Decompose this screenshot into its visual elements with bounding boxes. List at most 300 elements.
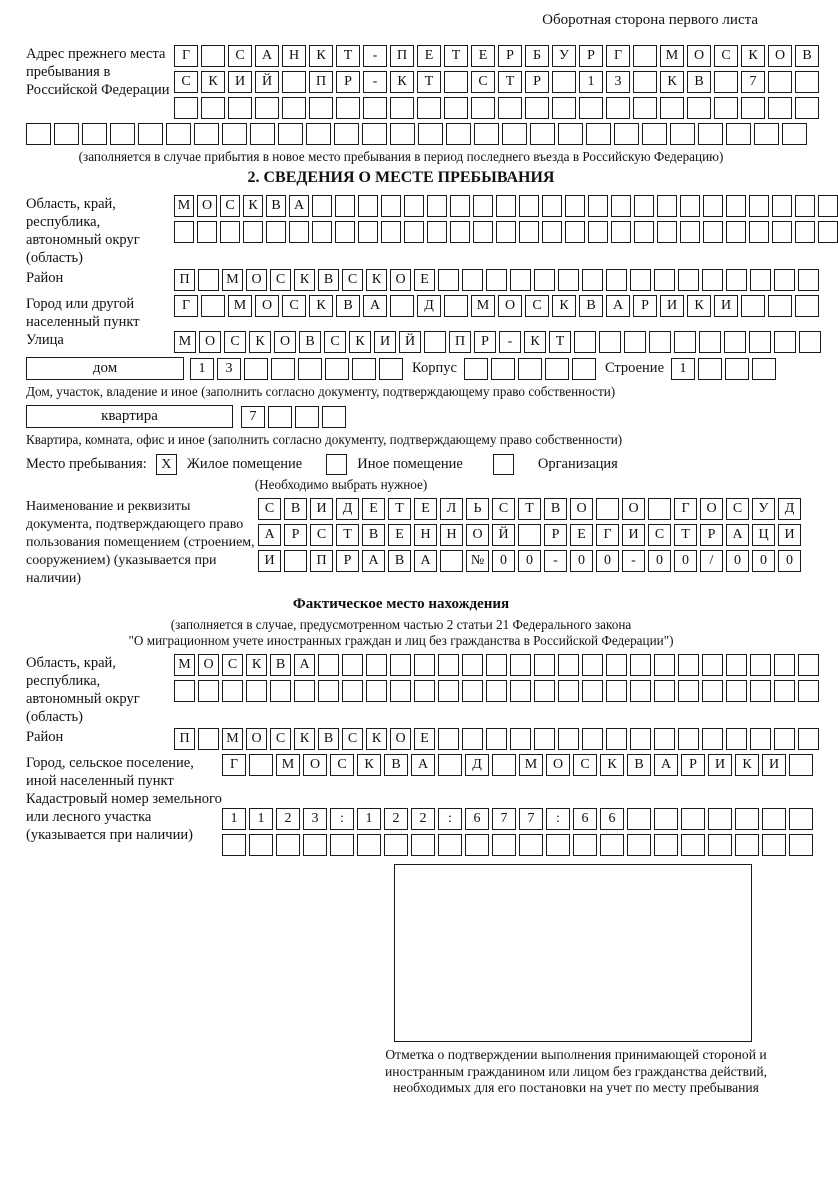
char-cell: К <box>246 654 267 676</box>
char-cell <box>498 97 522 119</box>
char-cell: 0 <box>726 550 749 572</box>
char-cell: : <box>438 808 462 830</box>
char-cell: 0 <box>570 550 593 572</box>
char-cell <box>726 195 746 217</box>
actual-location-note-1: (заполняется в случае, предусмотренном частью 2 статьи 21 Федерального закона <box>170 617 632 632</box>
option-other-premises-label: Иное помещение <box>357 456 463 472</box>
char-cell <box>530 123 555 145</box>
char-cell: С <box>228 45 252 67</box>
char-cell: Г <box>174 45 198 67</box>
char-cell <box>599 331 621 353</box>
char-cell: К <box>552 295 576 317</box>
prev-address-row-2 <box>174 71 819 93</box>
char-cell <box>726 221 746 243</box>
stroenie-cells <box>671 358 776 380</box>
char-cell: 1 <box>222 808 246 830</box>
char-cell <box>418 123 443 145</box>
city-block <box>26 295 776 331</box>
char-cell: Р <box>544 524 567 546</box>
char-cell <box>795 195 815 217</box>
char-cell <box>789 754 813 776</box>
char-cell <box>708 808 732 830</box>
char-cell <box>606 97 630 119</box>
char-cell: М <box>228 295 252 317</box>
char-cell <box>464 358 488 380</box>
char-cell <box>519 195 539 217</box>
char-cell <box>298 358 322 380</box>
char-cell: А <box>258 524 281 546</box>
char-cell: М <box>222 269 243 291</box>
cadastre-row-2 <box>222 834 813 856</box>
char-cell <box>749 195 769 217</box>
char-cell <box>708 834 732 856</box>
char-cell <box>444 295 468 317</box>
char-cell <box>358 195 378 217</box>
char-cell <box>799 331 821 353</box>
char-cell: И <box>228 71 252 93</box>
char-cell: / <box>700 550 723 572</box>
char-cell <box>611 195 631 217</box>
char-cell: Р <box>700 524 723 546</box>
char-cell: О <box>570 498 593 520</box>
char-cell: С <box>726 498 749 520</box>
char-cell <box>542 221 562 243</box>
char-cell: М <box>174 195 194 217</box>
char-cell <box>414 654 435 676</box>
char-cell: А <box>606 295 630 317</box>
char-cell: О <box>255 295 279 317</box>
char-cell: - <box>544 550 567 572</box>
char-cell <box>627 834 651 856</box>
char-cell: Е <box>414 728 435 750</box>
char-cell <box>586 123 611 145</box>
char-cell: 1 <box>579 71 603 93</box>
char-cell <box>473 221 493 243</box>
char-cell: В <box>362 524 385 546</box>
char-cell <box>404 221 424 243</box>
fact-raion-row <box>174 728 819 750</box>
char-cell <box>545 358 569 380</box>
char-cell <box>335 195 355 217</box>
char-cell: О <box>246 728 267 750</box>
checkbox-other-premises <box>326 454 347 475</box>
char-cell: И <box>714 295 738 317</box>
char-cell <box>714 71 738 93</box>
char-cell <box>303 834 327 856</box>
char-cell <box>471 97 495 119</box>
char-cell: О <box>768 45 792 67</box>
char-cell <box>702 269 723 291</box>
char-cell: Г <box>222 754 246 776</box>
char-cell: Т <box>549 331 571 353</box>
char-cell: А <box>414 550 437 572</box>
char-cell <box>654 728 675 750</box>
char-cell: 2 <box>276 808 300 830</box>
street-row <box>174 331 821 353</box>
char-cell: С <box>324 331 346 353</box>
char-cell: У <box>552 45 576 67</box>
char-cell: 0 <box>596 550 619 572</box>
char-cell: В <box>318 728 339 750</box>
char-cell <box>606 654 627 676</box>
char-cell <box>384 834 408 856</box>
char-cell <box>582 269 603 291</box>
char-cell <box>702 728 723 750</box>
raion-row <box>174 269 819 291</box>
char-cell: 6 <box>600 808 624 830</box>
char-cell: О <box>687 45 711 67</box>
char-cell <box>630 269 651 291</box>
house-box-label: дом <box>26 357 184 380</box>
char-cell <box>680 221 700 243</box>
prev-address-label: Адрес прежнего места пребывания в Российской Федерации <box>26 46 170 98</box>
oblast-label: Область, край, республика, автономный округ (область) <box>26 196 140 266</box>
char-cell: С <box>222 654 243 676</box>
char-cell: О <box>390 728 411 750</box>
char-cell <box>244 358 268 380</box>
char-cell <box>312 195 332 217</box>
char-cell: 3 <box>217 358 241 380</box>
char-cell <box>444 71 468 93</box>
char-cell: О <box>303 754 327 776</box>
char-cell: Р <box>474 331 496 353</box>
fact-oblast-row-2 <box>174 680 819 702</box>
fact-oblast-row-1 <box>174 654 819 676</box>
char-cell: - <box>622 550 645 572</box>
char-cell <box>502 123 527 145</box>
char-cell: Г <box>174 295 198 317</box>
char-cell: С <box>648 524 671 546</box>
char-cell <box>438 269 459 291</box>
char-cell <box>486 654 507 676</box>
prev-address-note: (заполняется в случае прибытия в новое место пребывания в период последнего въезда в Российскую Федерацию) <box>78 149 724 164</box>
char-cell: 7 <box>492 808 516 830</box>
char-cell: № <box>466 550 489 572</box>
char-cell: 0 <box>492 550 515 572</box>
apartment-cells <box>241 406 346 428</box>
char-cell: Р <box>498 45 522 67</box>
actual-location-note-2: "О миграционном учете иностранных граждан и лиц без гражданства в Российской Федерации") <box>128 633 674 648</box>
char-cell: 1 <box>357 808 381 830</box>
char-cell <box>518 358 542 380</box>
char-cell: В <box>318 269 339 291</box>
char-cell <box>270 680 291 702</box>
char-cell <box>582 728 603 750</box>
char-cell <box>249 834 273 856</box>
char-cell <box>318 654 339 676</box>
char-cell <box>726 123 751 145</box>
raion-label: Район <box>26 270 64 286</box>
char-cell <box>795 97 819 119</box>
char-cell <box>702 680 723 702</box>
char-cell <box>726 269 747 291</box>
char-cell: 7 <box>741 71 765 93</box>
char-cell <box>654 808 678 830</box>
char-cell <box>518 524 541 546</box>
char-cell: К <box>243 195 263 217</box>
char-cell <box>552 97 576 119</box>
char-cell: : <box>546 808 570 830</box>
char-cell <box>774 269 795 291</box>
apartment-row <box>26 405 776 428</box>
char-cell: В <box>388 550 411 572</box>
char-cell <box>789 808 813 830</box>
char-cell: Е <box>362 498 385 520</box>
char-cell <box>174 97 198 119</box>
char-cell: В <box>299 331 321 353</box>
char-cell <box>724 331 746 353</box>
char-cell: В <box>284 498 307 520</box>
char-cell <box>768 97 792 119</box>
char-cell <box>306 123 331 145</box>
char-cell <box>654 654 675 676</box>
char-cell <box>282 71 306 93</box>
char-cell <box>678 269 699 291</box>
char-cell <box>649 331 671 353</box>
char-cell <box>678 654 699 676</box>
char-cell <box>295 406 319 428</box>
char-cell: С <box>270 269 291 291</box>
char-cell: 1 <box>249 808 273 830</box>
char-cell <box>278 123 303 145</box>
char-cell: С <box>174 71 198 93</box>
char-cell <box>322 406 346 428</box>
char-cell: К <box>294 728 315 750</box>
char-cell <box>201 295 225 317</box>
char-cell: Ц <box>752 524 775 546</box>
char-cell <box>357 834 381 856</box>
char-cell <box>318 680 339 702</box>
char-cell <box>630 728 651 750</box>
stamp-caption: Отметка о подтверждении выполнения принимающей стороной и иностранным гражданином или лицом без гражданства действий, необходимых для его постановки на учет по месту пребывания <box>385 1047 767 1095</box>
char-cell: К <box>600 754 624 776</box>
char-cell <box>558 680 579 702</box>
char-cell <box>309 97 333 119</box>
char-cell <box>444 97 468 119</box>
char-cell <box>197 221 217 243</box>
oblast-block <box>26 195 776 267</box>
char-cell: С <box>310 524 333 546</box>
char-cell: А <box>255 45 279 67</box>
prev-address-block <box>26 45 812 123</box>
char-cell <box>243 221 263 243</box>
char-cell <box>582 680 603 702</box>
char-cell <box>795 71 819 93</box>
char-cell <box>390 680 411 702</box>
char-cell: И <box>660 295 684 317</box>
char-cell: К <box>366 269 387 291</box>
char-cell <box>546 834 570 856</box>
char-cell <box>358 221 378 243</box>
char-cell <box>657 195 677 217</box>
char-cell <box>220 221 240 243</box>
char-cell: О <box>498 295 522 317</box>
prev-address-row-4 <box>26 123 776 145</box>
char-cell: Й <box>255 71 279 93</box>
char-cell: 0 <box>752 550 775 572</box>
char-cell <box>614 123 639 145</box>
char-cell: 0 <box>674 550 697 572</box>
char-cell: Т <box>498 71 522 93</box>
oblast-row-1 <box>174 195 838 217</box>
char-cell <box>795 221 815 243</box>
char-cell: Й <box>492 524 515 546</box>
prev-address-row-1 <box>174 45 819 67</box>
char-cell <box>542 195 562 217</box>
checkbox-residential: X <box>156 454 177 475</box>
char-cell <box>381 221 401 243</box>
char-cell: И <box>708 754 732 776</box>
char-cell: А <box>289 195 309 217</box>
char-cell <box>558 269 579 291</box>
char-cell: М <box>276 754 300 776</box>
char-cell: В <box>384 754 408 776</box>
fact-raion-label: Район <box>26 729 64 745</box>
option-organization-label: Организация <box>537 456 618 472</box>
char-cell <box>750 654 771 676</box>
char-cell: Е <box>414 498 437 520</box>
street-block <box>26 331 776 357</box>
char-cell: Т <box>336 45 360 67</box>
apartment-box-label: квартира <box>26 405 233 428</box>
char-cell <box>519 834 543 856</box>
char-cell: Л <box>440 498 463 520</box>
char-cell: Р <box>525 71 549 93</box>
korpus-cells <box>464 358 596 380</box>
char-cell: Р <box>633 295 657 317</box>
char-cell <box>82 123 107 145</box>
char-cell <box>572 358 596 380</box>
char-cell <box>427 195 447 217</box>
char-cell: Е <box>388 524 411 546</box>
char-cell <box>774 728 795 750</box>
char-cell: К <box>660 71 684 93</box>
char-cell <box>749 221 769 243</box>
char-cell: 2 <box>384 808 408 830</box>
char-cell <box>660 97 684 119</box>
char-cell: - <box>363 71 387 93</box>
char-cell: П <box>310 550 333 572</box>
document-block <box>26 498 795 588</box>
char-cell: М <box>174 654 195 676</box>
char-cell <box>678 728 699 750</box>
char-cell: Д <box>336 498 359 520</box>
char-cell <box>414 680 435 702</box>
korpus-label: Корпус <box>412 360 457 376</box>
char-cell <box>486 269 507 291</box>
cadastre-row-1 <box>222 808 813 830</box>
char-cell <box>473 195 493 217</box>
char-cell <box>438 834 462 856</box>
char-cell <box>381 195 401 217</box>
city-row <box>174 295 819 317</box>
char-cell <box>630 680 651 702</box>
char-cell <box>492 834 516 856</box>
char-cell <box>789 834 813 856</box>
char-cell <box>762 808 786 830</box>
char-cell <box>390 97 414 119</box>
char-cell <box>698 123 723 145</box>
char-cell: К <box>741 45 765 67</box>
char-cell: К <box>735 754 759 776</box>
char-cell <box>657 221 677 243</box>
char-cell <box>741 97 765 119</box>
char-cell <box>417 97 441 119</box>
char-cell <box>194 123 219 145</box>
char-cell: Е <box>417 45 441 67</box>
char-cell: В <box>270 654 291 676</box>
page-corner-note: Оборотная сторона первого листа <box>542 12 758 28</box>
section2-title: 2. СВЕДЕНИЯ О МЕСТЕ ПРЕБЫВАНИЯ <box>247 169 555 186</box>
apartment-note: Квартира, комната, офис и иное (заполнить согласно документу, подтверждающему право собственности) <box>26 432 623 447</box>
char-cell <box>582 654 603 676</box>
char-cell <box>565 221 585 243</box>
char-cell: 3 <box>606 71 630 93</box>
char-cell <box>474 123 499 145</box>
char-cell: А <box>294 654 315 676</box>
char-cell <box>699 331 721 353</box>
char-cell: С <box>714 45 738 67</box>
char-cell <box>654 269 675 291</box>
char-cell: А <box>362 550 385 572</box>
char-cell <box>782 123 807 145</box>
char-cell <box>268 406 292 428</box>
char-cell <box>600 834 624 856</box>
char-cell: Т <box>336 524 359 546</box>
char-cell: К <box>294 269 315 291</box>
char-cell: Н <box>414 524 437 546</box>
char-cell <box>492 754 516 776</box>
char-cell <box>772 195 792 217</box>
char-cell <box>750 728 771 750</box>
char-cell <box>411 834 435 856</box>
char-cell <box>752 358 776 380</box>
char-cell <box>255 97 279 119</box>
char-cell: Г <box>674 498 697 520</box>
char-cell <box>703 195 723 217</box>
char-cell: С <box>342 269 363 291</box>
fact-city-label: Город, сельское поселение, иной населенный пункт <box>26 755 194 789</box>
fact-raion-block <box>26 728 776 754</box>
fact-city-block <box>26 754 780 790</box>
char-cell <box>633 45 657 67</box>
char-cell: М <box>222 728 243 750</box>
char-cell <box>266 221 286 243</box>
char-cell: У <box>752 498 775 520</box>
char-cell <box>670 123 695 145</box>
char-cell: 6 <box>573 808 597 830</box>
char-cell: Г <box>596 524 619 546</box>
char-cell <box>450 221 470 243</box>
char-cell: 6 <box>465 808 489 830</box>
char-cell <box>552 71 576 93</box>
char-cell: В <box>627 754 651 776</box>
char-cell <box>201 45 225 67</box>
char-cell <box>222 123 247 145</box>
document-row-2 <box>258 524 801 546</box>
stroenie-label: Строение <box>604 360 664 376</box>
char-cell: Е <box>414 269 435 291</box>
char-cell <box>138 123 163 145</box>
char-cell <box>762 834 786 856</box>
char-cell <box>749 331 771 353</box>
char-cell: 1 <box>671 358 695 380</box>
char-cell <box>174 680 195 702</box>
char-cell <box>678 680 699 702</box>
char-cell <box>674 331 696 353</box>
char-cell <box>284 550 307 572</box>
char-cell <box>26 123 51 145</box>
